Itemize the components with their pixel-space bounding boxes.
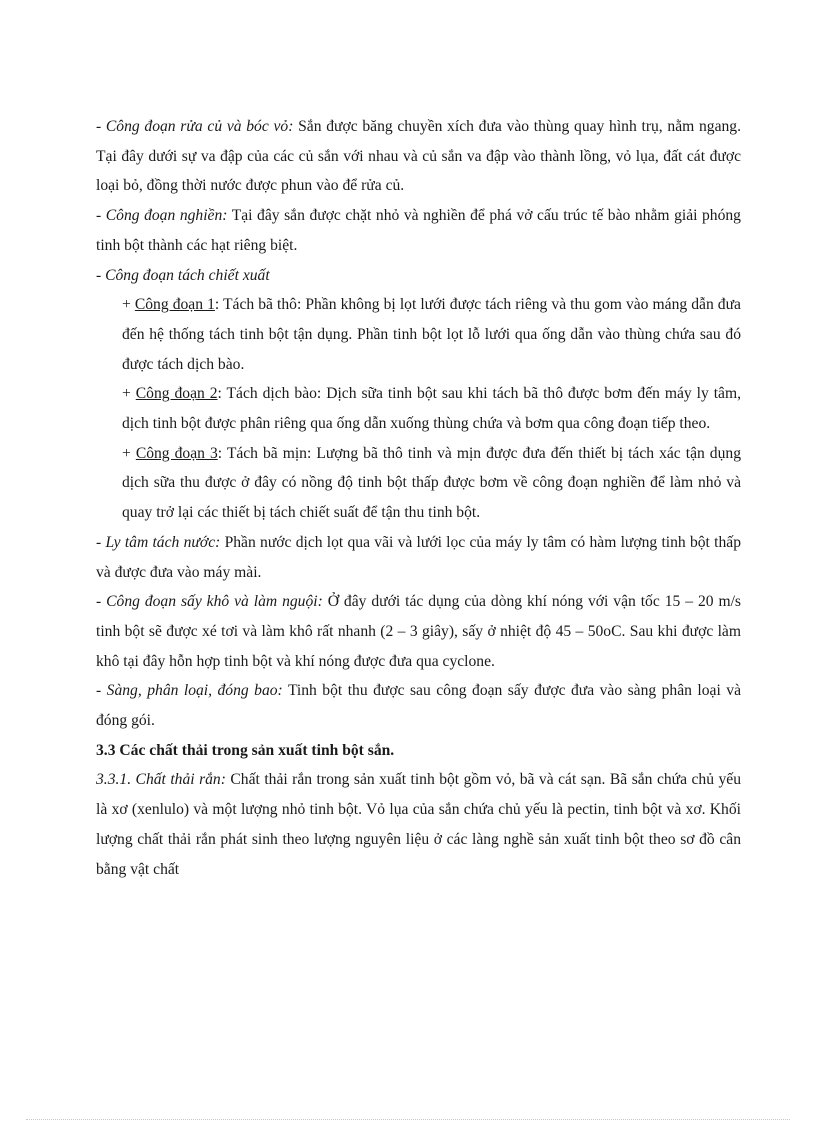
paragraph-text: Tinh bột thu được sau công đoạn sấy được đưa vào sàng phân loại và đóng gói. — [96, 682, 741, 730]
stage-label: Công đoạn 3 — [135, 444, 218, 462]
paragraph-text: Chất thải rắn trong sản xuất tinh bột gồm vỏ, bã và cát sạn. Bã sắn chứa chủ yếu là xơ (xenlulo) và một lượng nhỏ tinh bột. Vỏ lụa của sắn chứa chủ yếu là pectin, tinh bột và xơ. Khối lượng chất thải rắn phát sinh theo lượng nguyên liệu ở các làng nghề sản xuất tinh bột theo sơ đồ cân bằng vật chất — [96, 771, 741, 878]
stage-label: Công đoạn 1 — [134, 296, 215, 314]
paragraph-drying — [96, 587, 741, 676]
stage-prefix: + — [122, 385, 136, 403]
paragraph-text: Sắn được băng chuyền xích đưa vào thùng quay hình trụ, nằm ngang. Tại đây dưới sự va đập của các củ sắn với nhau và củ sắn va đập vào thành lồng, vỏ lụa, đất cát được loại bỏ, đồng thời nước được phun vào để rửa củ. — [96, 118, 741, 195]
paragraph-sieving — [96, 676, 741, 735]
paragraph-extraction — [96, 261, 741, 291]
stage-label: Công đoạn 2 — [135, 385, 218, 403]
page-bottom-divider — [26, 1119, 790, 1120]
paragraph-solid-waste — [96, 765, 741, 884]
paragraph-label: - Công đoạn nghiền: — [96, 207, 228, 225]
paragraph-stage-2 — [96, 379, 741, 438]
paragraph-label: - Công đoạn rửa củ và bóc vỏ: — [96, 118, 294, 135]
paragraph-text: : Tách dịch bào: Dịch sữa tinh bột sau khi tách bã thô được bơm đến máy ly tâm, dịch tinh bột được phân riêng qua ống dẫn xuống thùng chứa và bơm qua công đoạn tiếp theo. — [122, 385, 741, 433]
paragraph-grinding — [96, 201, 741, 260]
paragraph-text: Ở đây dưới tác dụng của dòng khí nóng với vận tốc 15 – 20 m/s tinh bột sẽ được xé tơi và làm khô rất nhanh (2 – 3 giây), sấy ở nhiệt độ 45 – 50oC. Sau khi được làm khô tại đây hỗn hợp tinh bột và khí nóng được đưa qua cyclone. — [96, 593, 741, 670]
paragraph-stage-1 — [96, 290, 741, 379]
stage-prefix: + — [122, 296, 135, 314]
paragraph-text: Tại đây sắn được chặt nhỏ và nghiền để phá vở cấu trúc tế bào nhằm giải phóng tinh bột thành các hạt riêng biệt. — [96, 207, 741, 254]
paragraph-label: - Công đoạn tách chiết xuất — [96, 266, 270, 284]
paragraph-text: Phần nước dịch lọt qua vãi và lưới lọc của máy ly tâm có hàm lượng tinh bột thấp và được đưa vào máy mài. — [96, 533, 741, 581]
paragraph-stage-3 — [96, 439, 741, 528]
paragraph-label: - Công đoạn sấy khô và làm nguội: — [96, 593, 323, 611]
paragraph-centrifuge — [96, 528, 741, 587]
subsection-label: 3.3.1. Chất thải rắn: — [96, 771, 226, 789]
paragraph-text: : Tách bã thô: Phần không bị lọt lưới được tách riêng và thu gom vào máng dẫn đưa đến hệ thống tách tinh bột tận dụng. Phần tinh bột lọt lỗ lưới qua ống dẫn vào thùng chứa sau đó được tách dịch bào. — [122, 296, 741, 373]
paragraph-text: : Tách bã mịn: Lượng bã thô tinh và mịn được đưa đến thiết bị tách xác tận dụng dịch sữa thu được ở đây có nồng độ tinh bột thấp được bơm về công đoạn nghiền để làm nhỏ và quay trở lại các thiết bị tách chiết suất để tận thu tinh bột. — [122, 444, 741, 522]
section-heading: 3.3 Các chất thải trong sản xuất tinh bột sắn. — [96, 741, 395, 759]
stage-prefix: + — [122, 444, 136, 462]
paragraph-label: - Sàng, phân loại, đóng bao: — [96, 682, 283, 700]
document-body — [96, 112, 741, 884]
paragraph-label: - Ly tâm tách nước: — [96, 533, 221, 551]
paragraph-washing — [96, 112, 741, 201]
